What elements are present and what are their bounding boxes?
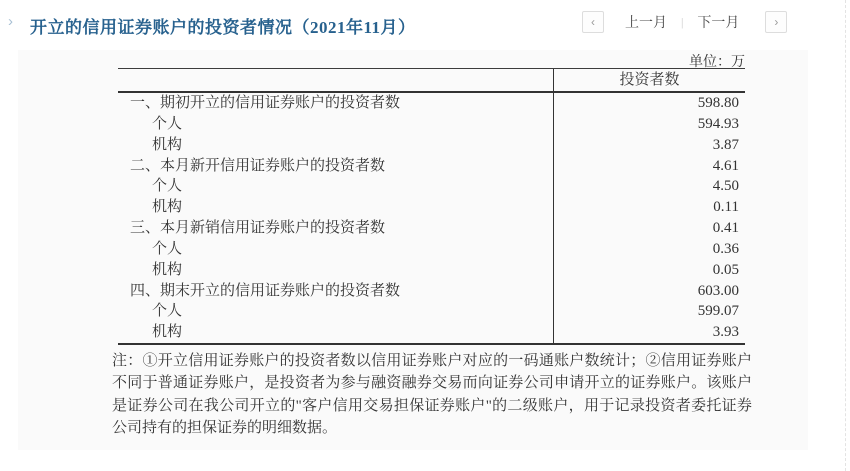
row-label: 机构 xyxy=(152,136,183,153)
title-arrow-icon: › xyxy=(8,13,13,30)
row-label: 个人 xyxy=(152,240,183,257)
content-panel xyxy=(18,50,808,450)
investor-table xyxy=(118,68,745,345)
table-row xyxy=(118,322,745,343)
header-empty-cell xyxy=(118,69,553,91)
next-month-arrow-button[interactable]: › xyxy=(765,11,787,33)
table-row xyxy=(118,197,745,218)
unit-label: 单位：万 xyxy=(689,55,745,70)
row-value: 4.50 xyxy=(553,176,745,197)
row-value: 4.61 xyxy=(553,156,745,177)
header-value-cell: 投资者数 xyxy=(553,69,745,91)
row-label: 二、本月新开信用证券账户的投资者数 xyxy=(130,157,386,174)
nav-separator: | xyxy=(681,14,684,29)
row-value: 0.36 xyxy=(553,239,745,260)
row-label: 三、本月新销信用证券账户的投资者数 xyxy=(130,220,386,237)
table-row xyxy=(118,218,745,239)
row-value: 3.93 xyxy=(553,322,745,343)
row-value: 0.11 xyxy=(553,197,745,218)
row-value: 599.07 xyxy=(553,301,745,322)
next-month-link[interactable]: 下一月 xyxy=(697,16,740,31)
row-value: 598.80 xyxy=(553,93,745,114)
table-row xyxy=(118,93,745,114)
row-value: 603.00 xyxy=(553,281,745,302)
table-body xyxy=(118,93,745,343)
table-row xyxy=(118,176,745,197)
page-title: 开立的信用证券账户的投资者情况（2021年11月） xyxy=(30,18,416,37)
table-row xyxy=(118,135,745,156)
prev-month-arrow-button[interactable]: ‹ xyxy=(582,11,604,33)
row-value: 3.87 xyxy=(553,135,745,156)
table-row xyxy=(118,301,745,322)
row-label: 机构 xyxy=(152,261,183,278)
table-header-row xyxy=(118,69,745,93)
row-label: 个人 xyxy=(152,303,183,320)
row-label: 个人 xyxy=(152,178,183,195)
row-label: 一、期初开立的信用证券账户的投资者数 xyxy=(130,95,401,111)
row-label: 机构 xyxy=(152,199,183,216)
table-row xyxy=(118,239,745,260)
row-value: 0.41 xyxy=(553,218,745,239)
row-label: 四、期末开立的信用证券账户的投资者数 xyxy=(130,282,401,299)
table-row xyxy=(118,260,745,281)
table-row xyxy=(118,156,745,177)
table-row xyxy=(118,114,745,135)
row-value: 594.93 xyxy=(553,114,745,135)
row-value: 0.05 xyxy=(553,260,745,281)
page-edge-divider xyxy=(845,0,846,471)
month-navigation xyxy=(582,10,787,34)
row-label: 个人 xyxy=(152,115,183,132)
table-row xyxy=(118,281,745,302)
row-label: 机构 xyxy=(152,324,183,341)
prev-month-link[interactable]: 上一月 xyxy=(625,16,667,31)
footnote: 注：①开立信用证券账户的投资者数以信用证券账户对应的一码通账户数统计；②信用证券账户不同于普通证券账户，是投资者为参与融资融券交易而向证券公司申请开立的证券账户。该账户是证券公司在我公司开立的"客户信用交易担保证券账户"的二级账户，用于记录投资者委托证券公司持有的担保证券的明细数据。 xyxy=(112,353,752,436)
